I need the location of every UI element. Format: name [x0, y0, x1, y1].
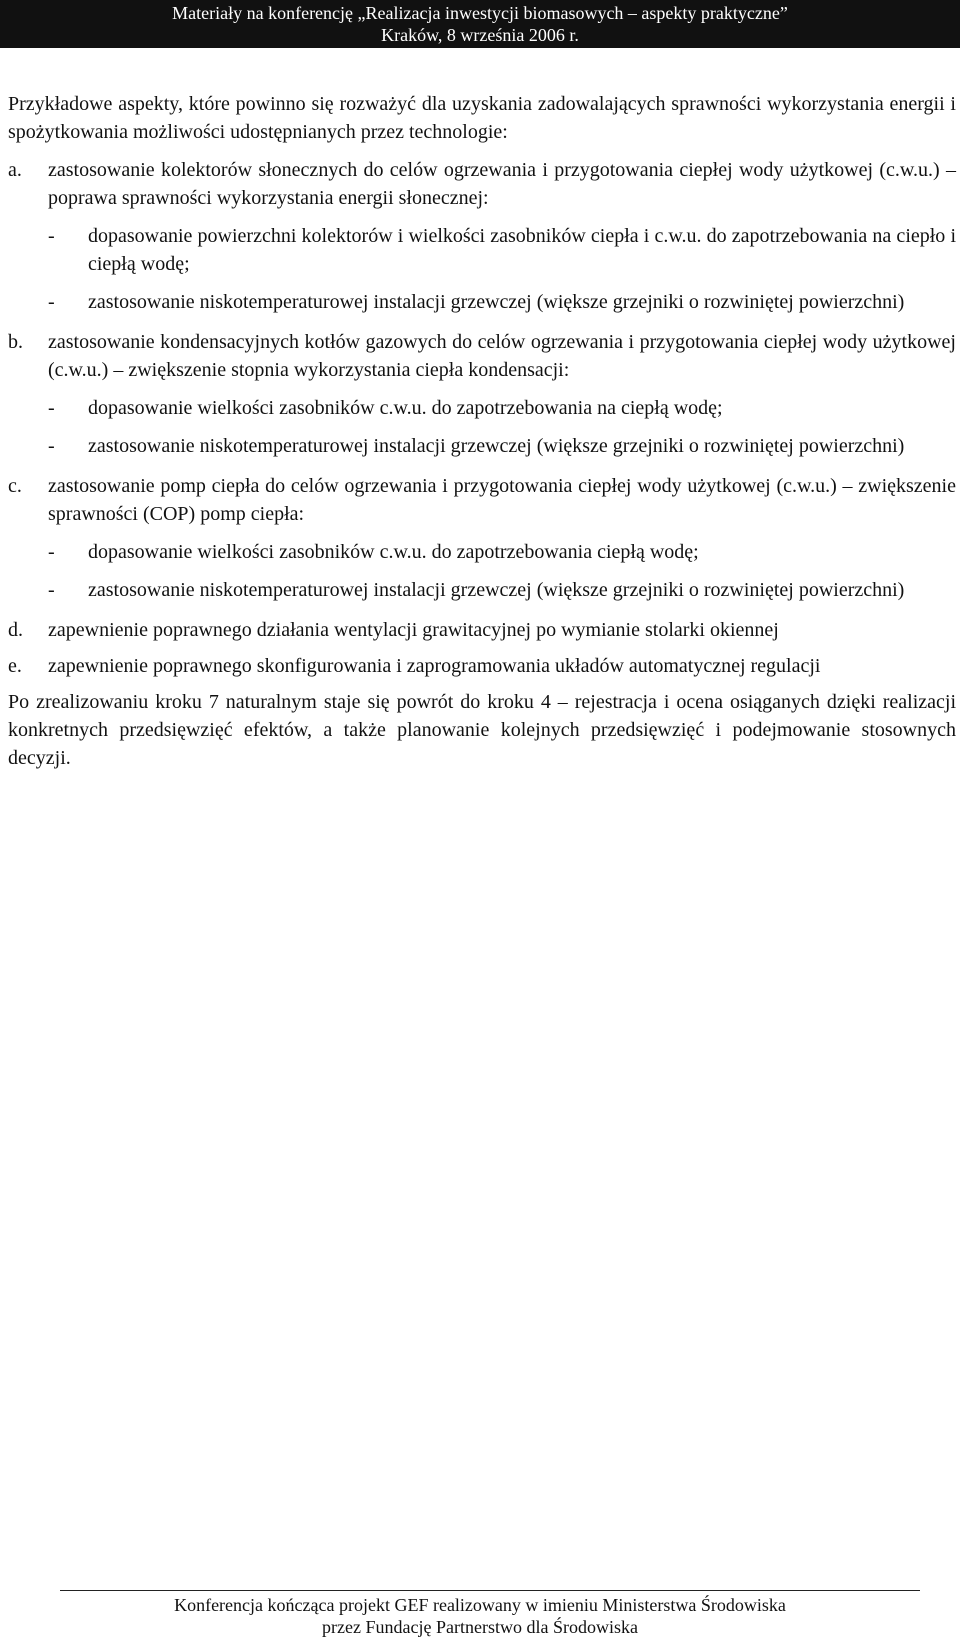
- list-item-text: zapewnienie poprawnego skonfigurowania i zaprogramowania układów automatycznej regulacji: [48, 655, 821, 677]
- document-body: [8, 90, 956, 772]
- list-marker: a.: [8, 159, 22, 181]
- list-item-body: [48, 652, 956, 680]
- list-marker: b.: [8, 331, 23, 353]
- list-item-a: [8, 156, 956, 320]
- list-item-text: zastosowanie kolektorów słonecznych do celów ogrzewania i przygotowania ciepłej wody użytkowej (c.w.u.) – poprawa sprawności wykorzystania energii słonecznej:: [48, 159, 956, 209]
- list-marker: d.: [8, 619, 23, 641]
- list-item-text: zastosowanie kondensacyjnych kotłów gazowych do celów ogrzewania i przygotowania ciepłej wody użytkowej (c.w.u.) – zwiększenie stopnia wykorzystania ciepła kondensacji:: [48, 331, 956, 381]
- list-item-text: zapewnienie poprawnego działania wentylacji grawitacyjnej po wymianie stolarki okiennej: [48, 619, 779, 641]
- list-item-e: [8, 652, 956, 680]
- sub-item-text: zastosowanie niskotemperaturowej instalacji grzewczej (większe grzejniki o rozwiniętej powierzchni): [88, 291, 905, 313]
- footer-line-1: Konferencja kończąca projekt GEF realizowany w imieniu Ministerstwa Środowiska: [174, 1595, 786, 1615]
- sub-item-marker: -: [48, 541, 55, 563]
- sub-item-marker: -: [48, 579, 55, 601]
- sub-item: [48, 538, 956, 566]
- list-marker: c.: [8, 475, 22, 497]
- list-item-body: [48, 328, 956, 464]
- list-item-b: [8, 328, 956, 464]
- sub-item-text: dopasowanie wielkości zasobników c.w.u. do zapotrzebowania na ciepłą wodę;: [88, 397, 723, 419]
- page-footer: [0, 1594, 960, 1638]
- sub-item: [48, 576, 956, 604]
- sub-item-marker: -: [48, 225, 55, 247]
- closing-paragraph: Po zrealizowaniu kroku 7 naturalnym staje się powrót do kroku 4 – rejestracja i ocena osiąganych dzięki realizacji konkretnych przedsięwzięć efektów, a także planowanie kolejnych przedsięwzięć i podejmowanie stosownych decyzji.: [8, 691, 956, 769]
- sub-item-text: dopasowanie powierzchni kolektorów i wielkości zasobników ciepła i c.w.u. do zapotrzebowania na ciepło i ciepłą wodę;: [88, 225, 956, 275]
- page-header: [0, 0, 960, 48]
- sub-item-text: dopasowanie wielkości zasobników c.w.u. do zapotrzebowania ciepłą wodę;: [88, 541, 699, 563]
- list-item-body: [48, 616, 956, 644]
- sub-item-marker: -: [48, 397, 55, 419]
- sub-item-marker: -: [48, 435, 55, 457]
- list-item-body: [48, 156, 956, 320]
- list-marker: e.: [8, 655, 22, 677]
- sub-item: [48, 222, 956, 278]
- sub-item-text: zastosowanie niskotemperaturowej instalacji grzewczej (większe grzejniki o rozwiniętej powierzchni): [88, 579, 905, 601]
- header-place-date: Kraków, 8 września 2006 r.: [381, 25, 579, 45]
- sub-item: [48, 432, 956, 460]
- list-item-c: [8, 472, 956, 608]
- sub-item-text: zastosowanie niskotemperaturowej instalacji grzewczej (większe grzejniki o rozwiniętej powierzchni): [88, 435, 905, 457]
- list-item-body: [48, 472, 956, 608]
- header-conference-title: Materiały na konferencję „Realizacja inwestycji biomasowych – aspekty praktyczne”: [172, 3, 788, 23]
- sub-item: [48, 394, 956, 422]
- intro-paragraph: Przykładowe aspekty, które powinno się rozważyć dla uzyskania zadowalających sprawności wykorzystania energii i spożytkowania możliwości udostępnianych przez technologie:: [8, 93, 956, 143]
- list-item-text: zastosowanie pomp ciepła do celów ogrzewania i przygotowania ciepłej wody użytkowej (c.w.u.) – zwiększenie sprawności (COP) pomp ciepła:: [48, 475, 956, 525]
- footer-divider: [60, 1590, 920, 1591]
- footer-line-2: przez Fundację Partnerstwo dla Środowiska: [322, 1617, 638, 1637]
- sub-item-marker: -: [48, 291, 55, 313]
- sub-item: [48, 288, 956, 316]
- list-item-d: [8, 616, 956, 644]
